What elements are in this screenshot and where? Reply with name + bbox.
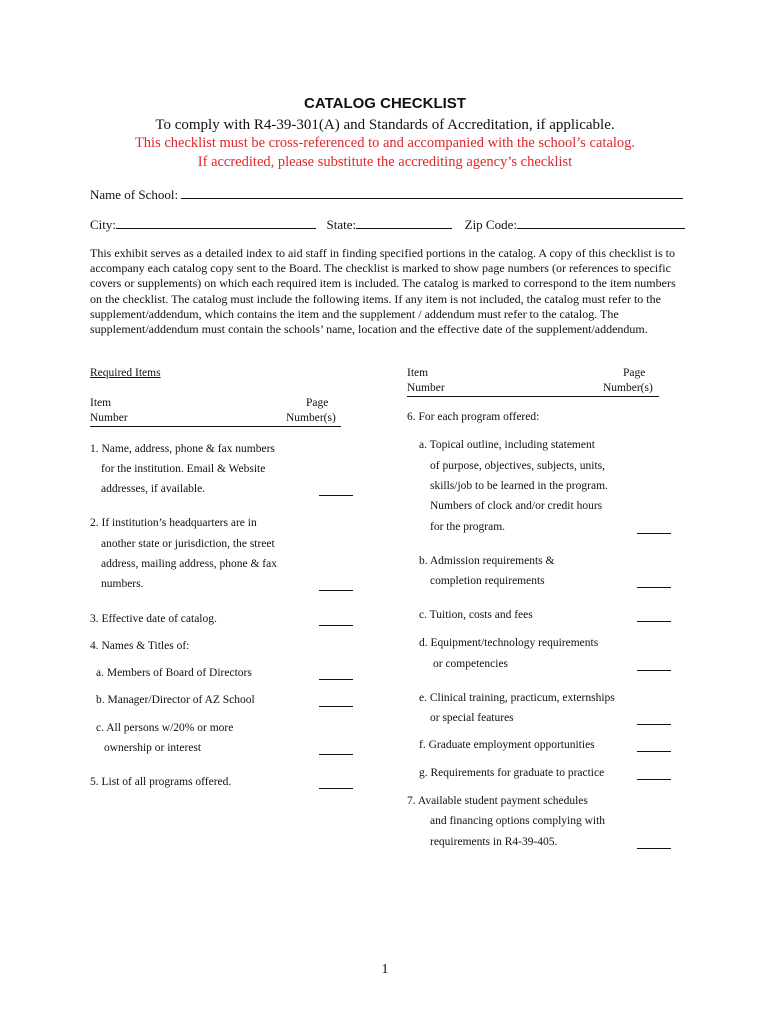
item-4a: a. Members of Board of Directors [96, 667, 252, 679]
item-1-line-2: for the institution. Email & Website [101, 463, 266, 475]
item-5: 5. List of all programs offered. [90, 776, 232, 788]
left-col-page-header: Page [306, 397, 329, 409]
item-6c-page-field[interactable] [637, 611, 671, 622]
item-6b-line-2: completion requirements [430, 575, 545, 587]
page-number: 1 [381, 962, 389, 977]
item-1-page-field[interactable] [319, 485, 353, 496]
item-6g-page-field[interactable] [637, 769, 671, 780]
zip-field[interactable] [517, 215, 685, 229]
item-3: 3. Effective date of catalog. [90, 613, 217, 625]
item-1-line-1: 1. Name, address, phone & fax numbers [90, 443, 275, 455]
accreditation-note: If accredited, please substitute the accrediting agency’s checklist [197, 154, 573, 170]
item-6b-page-field[interactable] [637, 577, 671, 588]
left-col-pages-header: Number(s) [286, 412, 336, 424]
item-7-line-2: and financing options complying with [430, 815, 606, 827]
item-6d-line-2: or competencies [433, 658, 509, 670]
item-6e-page-field[interactable] [637, 714, 671, 725]
item-3-page-field[interactable] [319, 615, 353, 626]
intro-paragraph: This exhibit serves as a detailed index to aid staff in finding specified portions in the catalog. A copy of this checklist is to accompany each catalog copy sent to the Board. The checklist is marked to show page numbers (or references to specific covers or supplements) on which each required item is included. The catalog is marked to correspond to the item numbers on the checklist. The catalog must include the following items. If any item is not included, the catalog must refer to the supplement/addendum, which contains the item and the supplement / addendum must refer to the catalog. The supplement/addendum must contain the schools’ name, location and the effective date of the supplement/addendum. [90, 246, 676, 337]
right-col-item-header: Item [407, 367, 429, 379]
item-6c: c. Tuition, costs and fees [419, 609, 533, 621]
item-6f: f. Graduate employment opportunities [419, 739, 595, 751]
item-6a-line-4: Numbers of clock and/or credit hours [430, 500, 603, 512]
item-6a-line-5: for the program. [430, 521, 506, 533]
left-col-number-header: Number [90, 412, 128, 424]
item-5-page-field[interactable] [319, 778, 353, 789]
cross-reference-note: This checklist must be cross-referenced to and accompanied with the school’s catalog. [134, 135, 636, 151]
item-4: 4. Names & Titles of: [90, 640, 190, 652]
state-field[interactable] [356, 215, 452, 229]
item-6a-line-2: of purpose, objectives, subjects, units, [430, 460, 606, 472]
item-4b-page-field[interactable] [319, 696, 353, 707]
item-4b: b. Manager/Director of AZ School [96, 694, 255, 706]
right-col-page-header: Page [623, 367, 646, 379]
school-name-label: Name of School: [90, 187, 179, 202]
item-4a-page-field[interactable] [319, 669, 353, 680]
item-6f-page-field[interactable] [637, 741, 671, 752]
state-label: State: [326, 217, 357, 232]
item-6d-line-1: d. Equipment/technology requirements [419, 637, 599, 649]
item-2-line-1: 2. If institution’s headquarters are in [90, 517, 257, 529]
item-6e-line-1: e. Clinical training, practicum, externships [419, 692, 615, 704]
page-title: CATALOG CHECKLIST [304, 95, 466, 112]
item-2-line-3: address, mailing address, phone & fax [101, 558, 277, 570]
item-6a-line-1: a. Topical outline, including statement [419, 439, 595, 451]
item-6a-line-3: skills/job to be learned in the program. [430, 480, 608, 492]
compliance-subtitle: To comply with R4-39-301(A) and Standards of Accreditation, if applicable. [155, 117, 615, 133]
item-1-line-3: addresses, if available. [101, 483, 206, 495]
item-2-line-4: numbers. [101, 578, 144, 590]
item-4c-line-2: ownership or interest [104, 742, 202, 754]
item-2-line-2: another state or jurisdiction, the street [101, 538, 275, 550]
item-6: 6. For each program offered: [407, 411, 540, 423]
item-6e-line-2: or special features [430, 712, 514, 724]
school-name-row [90, 185, 683, 203]
item-6g: g. Requirements for graduate to practice [419, 767, 605, 779]
item-4c-page-field[interactable] [319, 744, 353, 755]
item-6a-page-field[interactable] [637, 523, 671, 534]
item-2-page-field[interactable] [319, 580, 353, 591]
left-col-item-header: Item [90, 397, 112, 409]
item-4c-line-1: c. All persons w/20% or more [96, 722, 234, 734]
right-col-pages-header: Number(s) [603, 382, 653, 394]
city-field[interactable] [116, 215, 316, 229]
zip-label: Zip Code: [464, 217, 517, 232]
school-name-field[interactable] [181, 185, 683, 199]
item-6b-line-1: b. Admission requirements & [419, 555, 555, 567]
city-label: City: [90, 217, 117, 232]
required-items-heading: Required Items [90, 367, 161, 379]
item-7-line-1: 7. Available student payment schedules [407, 795, 588, 807]
address-row [90, 215, 685, 233]
item-7-page-field[interactable] [637, 838, 671, 849]
item-7-line-3: requirements in R4-39-405. [430, 836, 558, 848]
item-6d-page-field[interactable] [637, 660, 671, 671]
right-col-number-header: Number [407, 382, 445, 394]
